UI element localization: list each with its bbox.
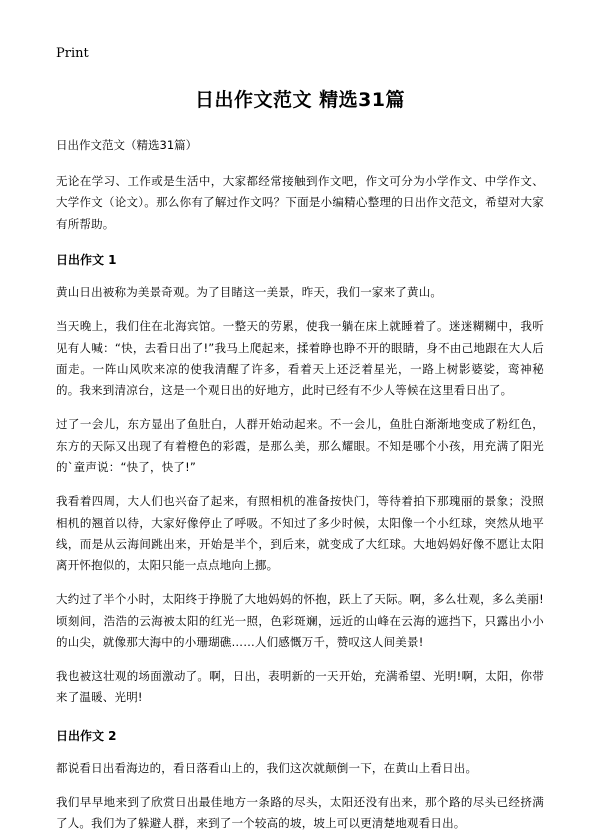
paragraph: 过了一会儿，东方显出了鱼肚白，人群开始动起来。不一会儿，鱼肚白渐渐地变成了粉红色，东方的天际又出现了有着橙色的彩霞，是那么美，那么耀眼。不知是哪个小孩，用充满了阳光的`童声说：“快了，快了!”: [56, 417, 544, 474]
section-heading-2: 日出作文 2: [56, 728, 117, 743]
paragraph: 大约过了半个小时，太阳终于挣脱了大地妈妈的怀抱，跃上了天际。啊，多么壮观，多么美丽!顷刻间，浩浩的云海被太阳的红光一照，色彩斑斓，远近的山峰在云海的遮挡下，只露出小小的山尖，就像那大海中的小珊瑚礁……人们感慨万千，赞叹这人间美景!: [56, 592, 544, 649]
intro-paragraph: 无论在学习、工作或是生活中，大家都经常接触到作文吧，作文可分为小学作文、中学作文、大学作文（论文）。那么你有了解过作文吗？下面是小编精心整理的日出作文范文，希望对大家有所帮助。: [56, 174, 544, 231]
section-heading-1: 日出作文 1: [56, 252, 117, 267]
paragraph: 我也被这壮观的场面激动了。啊，日出，表明新的一天开始，充满希望、光明!啊，太阳，你带来了温暖、光明!: [56, 669, 544, 705]
document-subtitle: 日出作文范文（精选31篇）: [56, 137, 198, 152]
paragraph: 我们早早地来到了欣赏日出最佳地方一条路的尽头，太阳还没有出来，那个路的尽头已经挤满了人。我们为了躲避人群，来到了一个较高的坡，坡上可以更清楚地观看日出。: [56, 795, 544, 831]
paragraph: 当天晚上，我们住在北海宾馆。一整天的劳累，使我一躺在床上就睡着了。迷迷糊糊中，我听见有人喊：“快，去看日出了!”我马上爬起来，揉着睁也睁不开的眼睛，身不由己地跟在大人后面走。一阵山风吹来凉的使我清醒了许多，看着天上还泛着星光，一路上树影婆娑，鸾神秘的。我来到清凉台，这是一个观日出的好地方，此时已经有不少人等候在这里看日出了。: [56, 319, 544, 398]
paragraph: 黄山日出被称为美景奇观。为了目睹这一美景，昨天，我们一家来了黄山。: [56, 285, 443, 300]
paragraph: 我看着四周，大人们也兴奋了起来，有照相机的准备按快门，等待着拍下那瑰丽的景象；没照相机的翘首以待，大家好像停止了呼吸。不知过了多少时候，太阳像一个小红球，突然从地平线，而是从云海间跳出来，开始是半个，到后来，就变成了大红球。大地妈妈好像不愿让太阳离开怀抱似的，太阳只能一点点地向上挪。: [56, 494, 544, 573]
print-link[interactable]: Print: [56, 46, 89, 61]
page-title: 日出作文范文 精选31篇: [194, 89, 406, 111]
paragraph: 都说看日出看海边的，看日落看山上的，我们这次就颠倒一下，在黄山上看日出。: [56, 760, 478, 775]
